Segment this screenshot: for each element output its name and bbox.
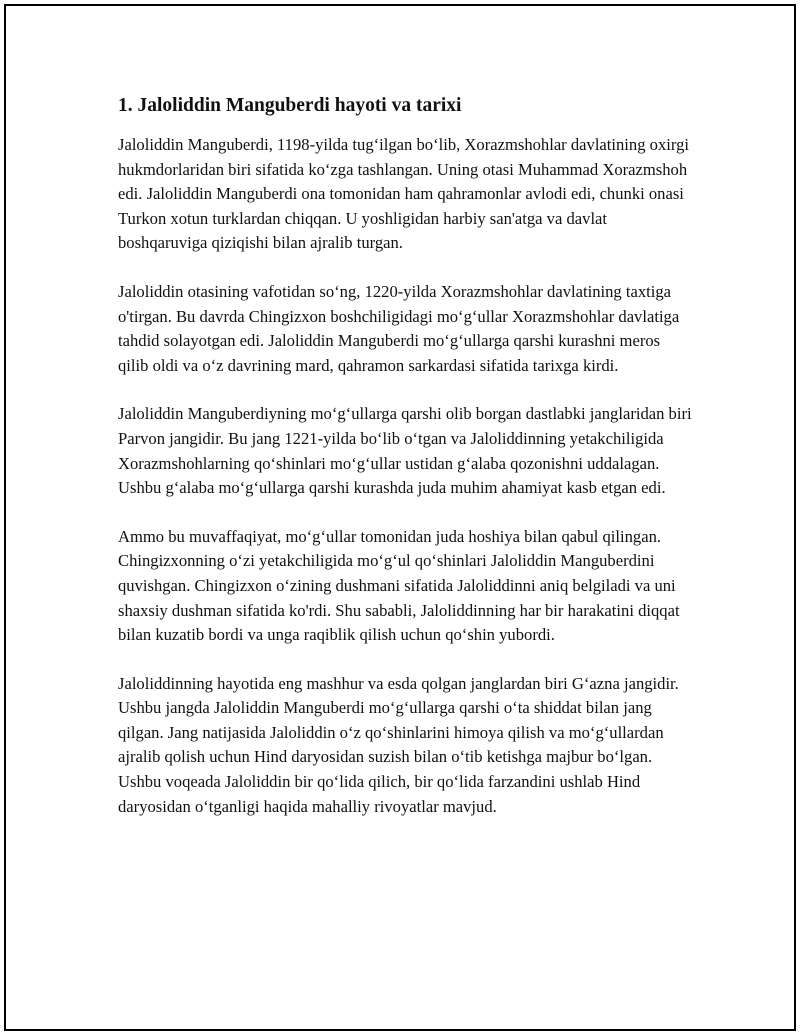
paragraph-1: Jaloliddin Manguberdi, 1198-yilda tug‘ilgan bo‘lib, Xorazmshohlar davlatining oxirgi hukmdorlaridan biri sifatida ko‘zga tashlangan. Uning otasi Muhammad Xorazmshoh edi. Jaloliddin Manguberdi ona tomonidan ham qahramonlar avlodi edi, chunki onasi Turkon xotun turklardan chiqqan. U yoshligidan harbiy san'atga va davlat boshqaruviga qiziqishi bilan ajralib turgan. <box>118 135 690 253</box>
document-body <box>118 93 693 843</box>
paragraph-3: Jaloliddin Manguberdiyning mo‘g‘ullarga qarshi olib borgan dastlabki janglaridan biri Parvon jangidir. Bu jang 1221-yilda bo‘lib o‘tgan va Jaloliddinning yetakchiligida Xorazmshohlarning qo‘shinlari mo‘g‘ullar ustidan g‘alaba qozonishni uddalagan. Ushbu g‘alaba mo‘g‘ullarga qarshi kurashda juda muhim ahamiyat kasb etgan edi. <box>118 404 692 498</box>
paragraph-5: Jaloliddinning hayotida eng mashhur va esda qolgan janglardan biri G‘azna jangidir. Ushbu jangda Jaloliddin Manguberdi mo‘g‘ullarga qarshi o‘ta shiddat bilan jang qilgan. Jang natijasida Jaloliddin o‘z qo‘shinlarini himoya qilish va mo‘g‘ullardan ajralib qolish uchun Hind daryosidan suzish bilan o‘tib ketishga majbur bo‘lgan. Ushbu voqeada Jaloliddin bir qo‘lida qilich, bir qo‘lida farzandini ushlab Hind daryosidan o‘tganligi haqida mahalliy rivoyatlar mavjud. <box>118 673 679 816</box>
paragraph-2: Jaloliddin otasining vafotidan so‘ng, 1220-yilda Xorazmshohlar davlatining taxtiga o'tirgan. Bu davrda Chingizxon boshchiligidagi mo‘g‘ullar Xorazmshohlar davlatiga tahdid solayotgan edi. Jaloliddin Manguberdi mo‘g‘ullarga qarshi kurashni meros qilib oldi va o‘z davrining mard, qahramon sarkardasi sifatida tarixga kirdi. <box>118 281 680 375</box>
paragraph-4: Ammo bu muvaffaqiyat, mo‘g‘ullar tomonidan juda hoshiya bilan qabul qilingan. Chingizxonning o‘zi yetakchiligida mo‘g‘ul qo‘shinlari Jaloliddin Manguberdini quvishgan. Chingizxon o‘zining dushmani sifatida Jaloliddinni aniq belgiladi va uni shaxsiy dushman sifatida ko'rdi. Shu sababli, Jaloliddinning har bir harakatini diqqat bilan kuzatib bordi va unga raqiblik qilish uchun qo‘shin yubordi. <box>118 526 680 645</box>
section-heading: 1. Jaloliddin Manguberdi hayoti va tarixi <box>118 95 462 116</box>
